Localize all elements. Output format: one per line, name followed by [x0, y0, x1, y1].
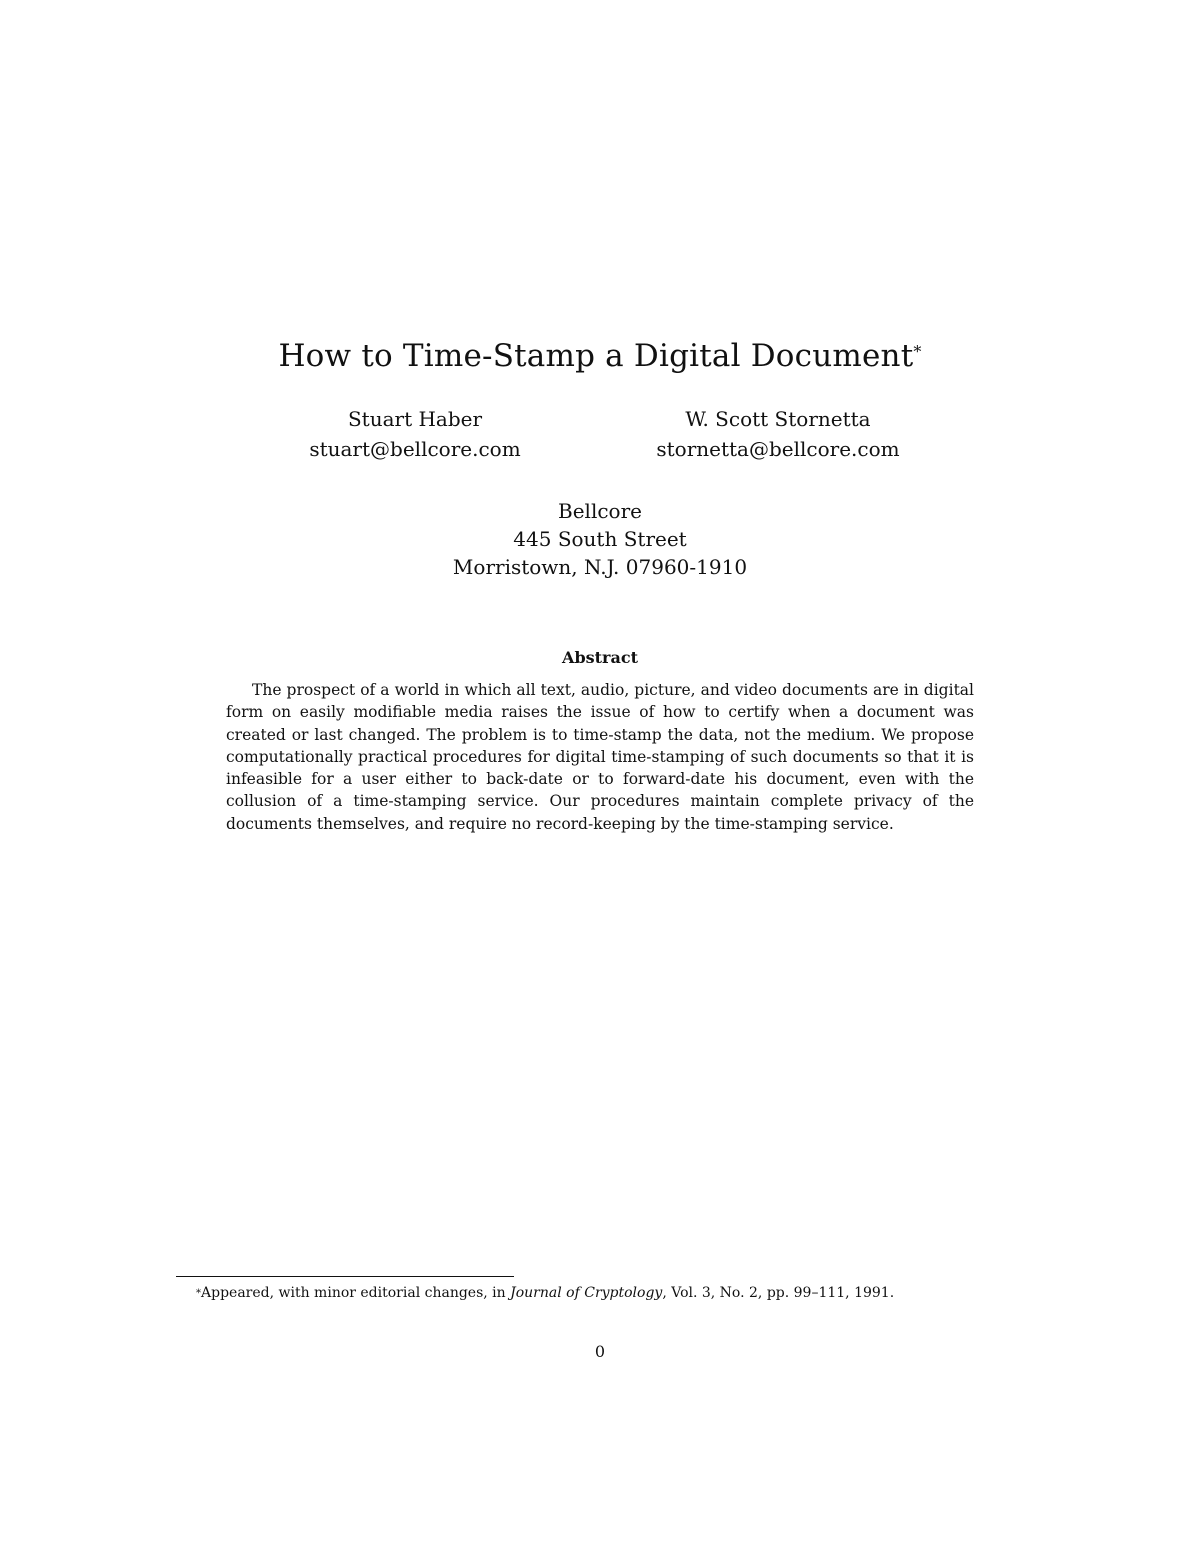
author-name: Stuart Haber: [347, 407, 483, 431]
abstract-heading: Abstract: [562, 648, 638, 667]
affiliation-street: 445 South Street: [513, 527, 687, 551]
affiliation: [0, 497, 1200, 581]
footnote-journal: Journal of Cryptology: [510, 1285, 663, 1301]
paper-title: [0, 336, 1200, 376]
title-footnote-mark: *: [913, 342, 922, 361]
affiliation-city: Morristown, N.J. 07960-1910: [452, 555, 748, 579]
author-email: stornetta@bellcore.com: [656, 437, 900, 461]
footnote-rule: [176, 1276, 514, 1277]
footnote: [196, 1284, 996, 1302]
author-name: W. Scott Stornetta: [685, 407, 871, 431]
footnote-suffix: , Vol. 3, No. 2, pp. 99–111, 1991.: [662, 1285, 895, 1301]
abstract-body: The prospect of a world in which all text, audio, picture, and video documents are in digital form on easily modifiable media raises the issue of how to certify when a document was created or last changed. The problem is to time-stamp the data, not the medium. We propose computationally practical procedures for digital time-stamping of such documents so that it is infeasible for a user either to back-date or to forward-date his document, even with the collusion of a time-stamping service. Our procedures maintain complete privacy of the documents themselves, and require no record-keeping by the time-stamping service.: [226, 681, 974, 833]
title-text: How to Time-Stamp a Digital Document: [278, 338, 914, 374]
author-block-2: [628, 404, 928, 464]
author-email: stuart@bellcore.com: [309, 437, 521, 461]
footnote-prefix: Appeared, with minor editorial changes, in: [201, 1285, 511, 1301]
footnote-mark: *: [196, 1288, 201, 1299]
page-number: 0: [594, 1342, 606, 1361]
affiliation-org: Bellcore: [558, 499, 642, 523]
author-block-1: [265, 404, 565, 464]
